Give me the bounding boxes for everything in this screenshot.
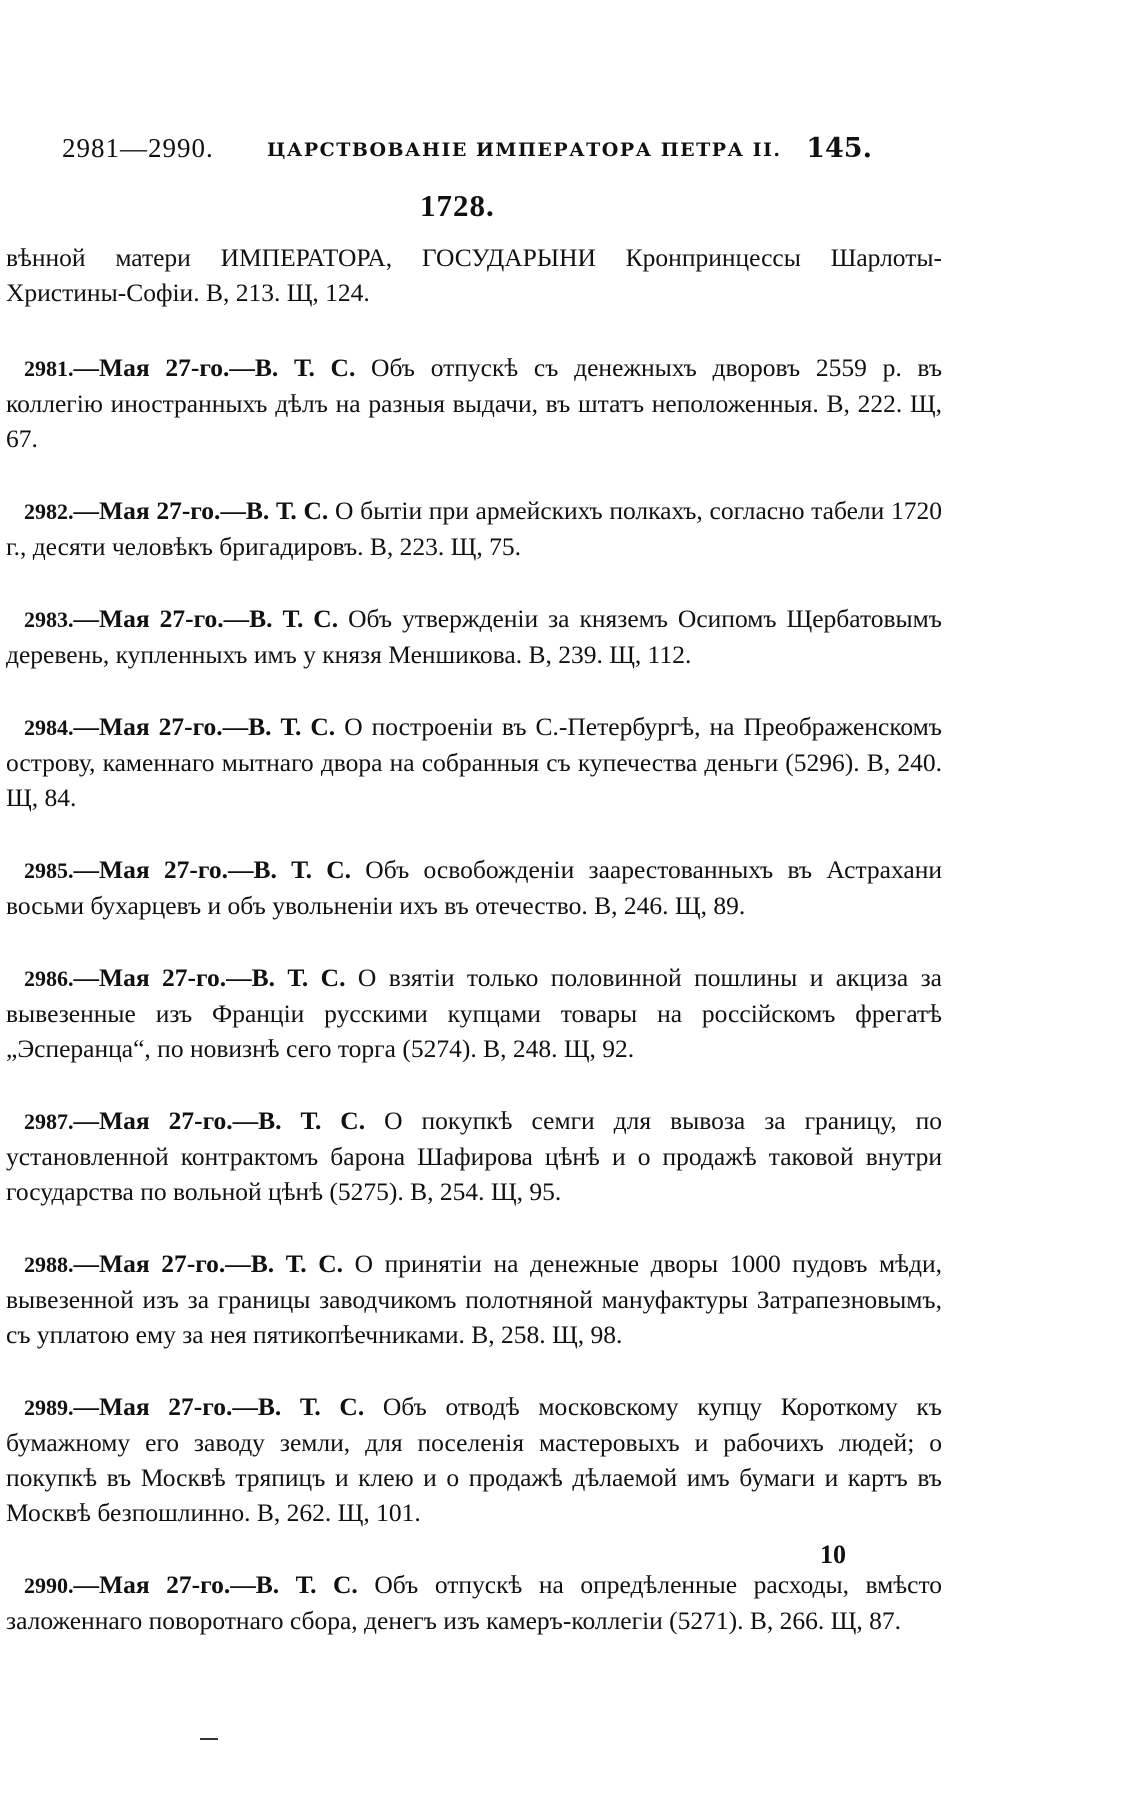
entry-text: О построеніи въ С.-Петербургѣ, на Преображенскомъ острову, каменнаго мытнаго двора на собранныя съ купечества деньги (5296). В, 240. Щ, 84. xyxy=(6,712,942,812)
entry-number: 2987. xyxy=(24,1109,74,1134)
continuation-paragraph: вѣнной матери ИМПЕРАТОРА, ГОСУДАРЫНИ Кронпринцессы Шарлоты-Христины-Софіи. В, 213. Щ, 124. xyxy=(6,243,942,307)
entry-date: —Мая 27-го.—В. Т. С. xyxy=(73,496,329,525)
entry-date: —Мая 27-го.—В. Т. С. xyxy=(73,353,356,382)
signature-mark: 10 xyxy=(820,1540,846,1569)
entry-date: —Мая 27-го.—В. Т. С. xyxy=(73,1249,343,1278)
entry-date: —Мая 27-го.—В. Т. С. xyxy=(73,712,336,741)
entry-date: —Мая 27-го.—В. Т. С. xyxy=(73,855,352,884)
entry-2989 xyxy=(6,1389,942,1530)
entry-date: —Мая 27-го.—В. Т. С. xyxy=(73,963,346,992)
entry-number: 2981. xyxy=(24,356,74,381)
printer-mark xyxy=(200,1738,218,1740)
entry-date: —Мая 27-го.—В. Т. С. xyxy=(73,1106,366,1135)
entry-number: 2982. xyxy=(24,499,74,524)
entry-2987 xyxy=(6,1103,942,1209)
entry-2988 xyxy=(6,1246,942,1352)
entry-date: —Мая 27-го.—В. Т. С. xyxy=(73,604,339,633)
entry-number: 2990. xyxy=(24,1573,74,1598)
entry-text: Объ отводѣ московскому купцу Короткому къ бумажному его заводу земли, для поселенія мастеровыхъ и рабочихъ людей; о покупкѣ въ Москвѣ тряпицъ и клею и о продажѣ дѣлаемой имъ бумаги и картъ въ Москвѣ безпошлинно. В, 262. Щ, 101. xyxy=(6,1392,942,1527)
entry-number: 2989. xyxy=(24,1395,74,1420)
entry-text: О покупкѣ семги для вывоза за границу, по установленной контрактомъ барона Шафирова цѣнѣ и о продажѣ таковой внутри государства по вольной цѣнѣ (5275). В, 254. Щ, 95. xyxy=(6,1106,942,1206)
entry-date: —Мая 27-го.—В. Т. С. xyxy=(73,1570,358,1599)
entry-number: 2988. xyxy=(24,1252,74,1277)
entry-2982 xyxy=(6,493,942,564)
entry-2983 xyxy=(6,601,942,672)
entry-number: 2984. xyxy=(24,715,74,740)
year-heading: 1728. xyxy=(420,188,495,223)
body-text xyxy=(6,240,942,1675)
entry-number: 2986. xyxy=(24,966,74,991)
entry-text: Объ отпускѣ съ денежныхъ дворовъ 2559 р. въ коллегію иностранныхъ дѣлъ на разныя выдачи, въ штатъ неположенныя. В, 222. Щ, 67. xyxy=(6,353,942,453)
running-header xyxy=(62,133,872,169)
header-title: ЦАРСТВОВАНІЕ ИМПЕРАТОРА ПЕТРА II. xyxy=(267,139,782,161)
entry-text: О бытіи при армейскихъ полкахъ, согласно табели 1720 г., десяти человѣкъ бригадировъ. В, 223. Щ, 75. xyxy=(6,496,942,561)
entry-number: 2985. xyxy=(24,858,74,883)
entry-2981 xyxy=(6,350,942,456)
entry-date: —Мая 27-го.—В. Т. С. xyxy=(73,1392,365,1421)
entry-text: Объ отпускѣ на опредѣленные расходы, вмѣсто заложеннаго поворотнаго сбора, денегъ изъ камеръ-коллегіи (5271). В, 266. Щ, 87. xyxy=(6,1570,942,1635)
entry-text: О принятіи на денежные дворы 1000 пудовъ мѣди, вывезенной изъ за границы заводчикомъ полотняной мануфактуры Затрапезновымъ, съ уплатою ему за нея пятикопѣечниками. В, 258. Щ, 98. xyxy=(6,1249,942,1349)
page-number: 145. xyxy=(806,133,872,164)
entry-range: 2981—2990. xyxy=(62,133,214,163)
entry-number: 2983. xyxy=(24,607,74,632)
entry-text: О взятіи только половинной пошлины и акциза за вывезенные изъ Франціи русскими купцами товары на россійскомъ фрегатѣ „Эсперанца“, по новизнѣ сего торга (5274). В, 248. Щ, 92. xyxy=(6,963,943,1063)
entry-text: Объ утвержденіи за княземъ Осипомъ Щербатовымъ деревень, купленныхъ имъ у князя Меншикова. В, 239. Щ, 112. xyxy=(6,604,942,669)
entry-2985 xyxy=(6,852,942,923)
entry-2990 xyxy=(6,1567,942,1638)
entry-2986 xyxy=(6,960,942,1066)
entry-2984 xyxy=(6,709,942,815)
entry-text: Объ освобожденіи заарестованныхъ въ Астрахани восьми бухарцевъ и объ увольненіи ихъ въ отечество. В, 246. Щ, 89. xyxy=(6,855,943,920)
